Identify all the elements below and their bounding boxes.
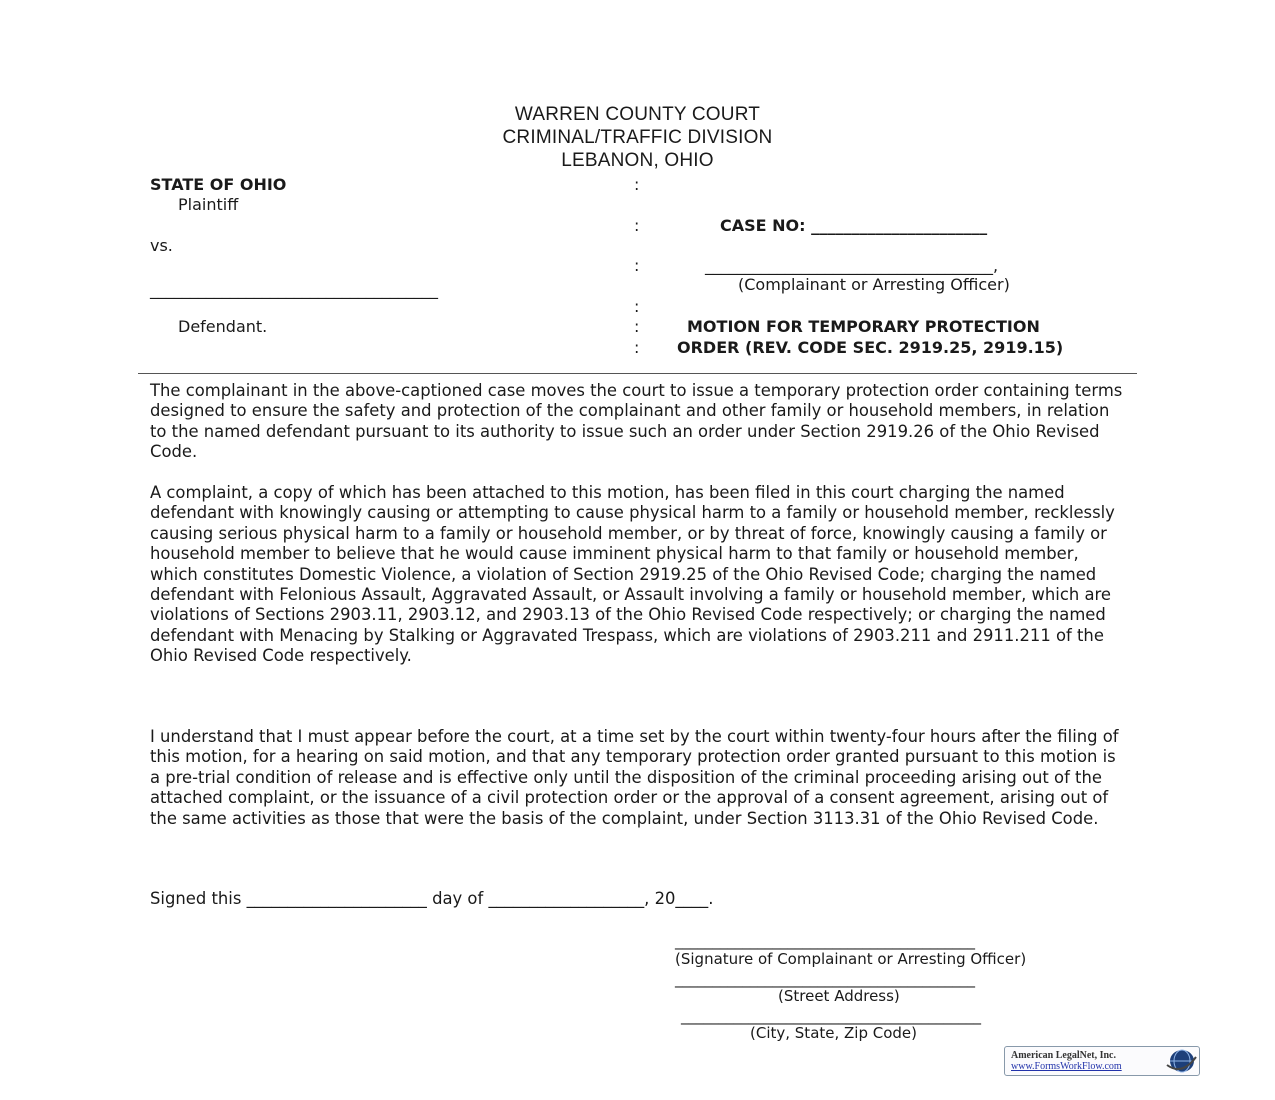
versus-label: vs. <box>150 236 173 255</box>
american-legalnet-logo[interactable] <box>1004 1046 1200 1076</box>
street-address-label: (Street Address) <box>778 987 900 1005</box>
motion-title-line2: ORDER (REV. CODE SEC. 2919.25, 2919.15) <box>677 338 1064 357</box>
defendant-role: Defendant. <box>178 317 268 336</box>
signed-date-line[interactable]: Signed this ______________________ day of ___________________, 20____. <box>150 889 714 908</box>
caption-colon: : <box>634 175 640 194</box>
court-name: WARREN COUNTY COURT <box>514 104 761 125</box>
signature-label: (Signature of Complainant or Arresting Officer) <box>675 950 1027 968</box>
officer-name-field[interactable]: ____________________________________, <box>705 256 999 275</box>
defendant-name-field[interactable]: ____________________________________ <box>150 280 438 299</box>
case-number-field[interactable]: CASE NO: ______________________ <box>720 216 988 235</box>
street-address-line[interactable]: ________________________________________ <box>675 970 975 988</box>
caption-colon: : <box>634 297 640 316</box>
paragraph-understanding: I understand that I must appear before the court, at a time set by the court within twenty-four hours after the filing of this motion, for a hearing on said motion, and that any temporary protection order granted pursuant to this motion is a pre-trial condition of release and is effective only until the disposition of the criminal proceeding arising out of the attached complaint, or the issuance of a civil protection order or the approval of a consent agreement, arising out of the same activities as those that were the basis of the complaint, under Section 3113.31 of the Ohio Revised Code. <box>150 727 1119 828</box>
court-location: LEBANON, OHIO <box>561 150 714 171</box>
logo-company-name: American LegalNet, Inc. <box>1011 1050 1116 1061</box>
plaintiff-role: Plaintiff <box>178 195 239 214</box>
plaintiff-name: STATE OF OHIO <box>150 175 287 194</box>
caption-colon: : <box>634 338 640 357</box>
paragraph-request: The complainant in the above-captioned case moves the court to issue a temporary protection order containing terms designed to ensure the safety and protection of the complainant and other family or household members, in relation to the named defendant pursuant to its authority to issue such an order under Section 2919.26 of the Ohio Revised Code. <box>150 381 1123 462</box>
logo-website-link[interactable]: www.FormsWorkFlow.com <box>1011 1061 1122 1072</box>
caption-divider <box>138 373 1137 374</box>
paragraph-complaint: A complaint, a copy of which has been attached to this motion, has been filed in this court charging the named defendant with knowingly causing or attempting to cause physical harm to a family or household member, recklessly causing serious physical harm to a family or household member, or by threat of force, knowingly causing a family or household member to believe that he would cause imminent physical harm to that family or household member, which constitutes Domestic Violence, a violation of Section 2919.25 of the Ohio Revised Code; charging the named defendant with Felonious Assault, Aggravated Assault, or Assault involving a family or household member, which are violations of Sections 2903.11, 2903.12, and 2903.13 of the Ohio Revised Code respectively; or charging the named defendant with Menacing by Stalking or Aggravated Trespass, which are violations of 2903.211 and 2911.211 of the Ohio Revised Code respectively. <box>150 483 1115 666</box>
signature-line[interactable]: ________________________________________ <box>675 932 975 950</box>
globe-icon <box>1163 1048 1197 1074</box>
officer-label: (Complainant or Arresting Officer) <box>738 275 1010 294</box>
city-state-zip-label: (City, State, Zip Code) <box>750 1024 918 1042</box>
court-division: CRIMINAL/TRAFFIC DIVISION <box>502 127 773 148</box>
caption-colon: : <box>634 216 640 235</box>
city-state-zip-line[interactable]: ________________________________________ <box>681 1007 981 1025</box>
caption-colon: : <box>634 317 640 336</box>
motion-title-line1: MOTION FOR TEMPORARY PROTECTION <box>687 317 1040 336</box>
caption-colon: : <box>634 256 640 275</box>
